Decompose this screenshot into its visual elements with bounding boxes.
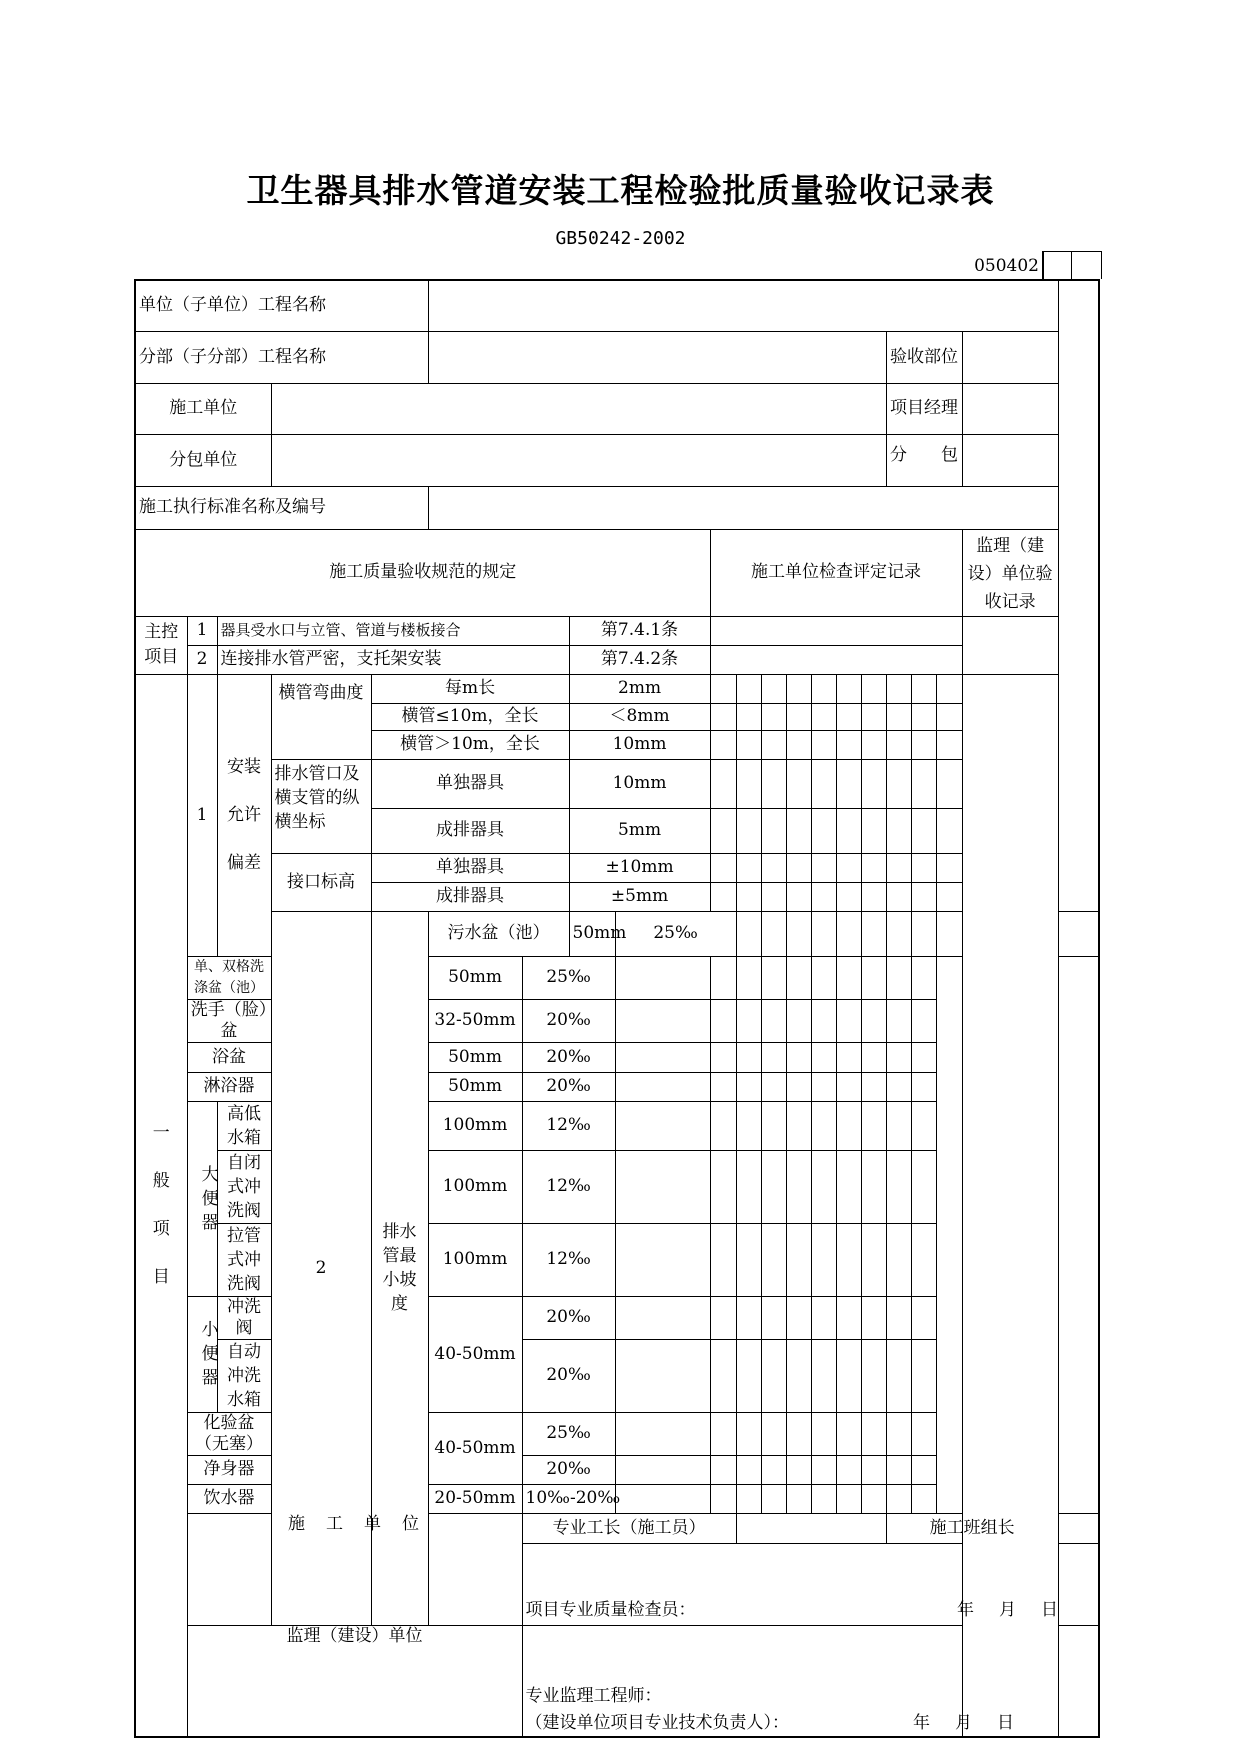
joint-height-label: 接口标高: [271, 853, 371, 911]
general-2-no: 2: [271, 911, 371, 1625]
form-code: 050402: [974, 256, 1039, 276]
lab-slope: 25‰: [522, 1412, 615, 1455]
urinal-type: 自动冲洗水箱: [217, 1339, 271, 1412]
toilet-dia: 100mm: [428, 1150, 522, 1223]
drinking-slope: 10‰-20‰: [522, 1484, 615, 1513]
per-m-value: 2mm: [569, 674, 710, 703]
foreman-field[interactable]: [736, 1513, 886, 1543]
drinking-dia: 20-50mm: [428, 1484, 522, 1513]
qc-date: 年 月 日: [957, 1599, 1062, 1620]
urinal-slope: 20‰: [522, 1296, 615, 1339]
main-item-text: 连接排水管严密，支托架安装: [217, 645, 569, 674]
main-item-check[interactable]: [710, 645, 962, 674]
exec-standard-label: 施工执行标准名称及编号: [135, 486, 428, 529]
check-cell[interactable]: [710, 882, 736, 911]
slope-dia: 50mm: [428, 1072, 522, 1101]
slope-value: 20‰: [522, 1072, 615, 1101]
main-item-no: 1: [187, 616, 217, 645]
row-fixture2-value: ±5mm: [569, 882, 710, 911]
gt10-value: 10mm: [569, 730, 710, 759]
footer-supervision-unit: 监理（建设）单位: [187, 1625, 522, 1737]
sub-project-name-field[interactable]: [428, 331, 886, 383]
main-item-clause: 第7.4.1条: [569, 616, 710, 645]
general-1-no: 1: [187, 674, 217, 956]
horiz-bend-label: 横管弯曲度: [271, 674, 371, 759]
lab-sink-label: 化验盆（无塞）: [187, 1412, 271, 1455]
check-cell[interactable]: [615, 1412, 710, 1455]
check-cell[interactable]: [710, 808, 736, 853]
bidet-slope: 20‰: [522, 1455, 615, 1484]
unit-project-name-field[interactable]: [428, 280, 1058, 331]
check-cell[interactable]: [615, 1072, 710, 1101]
slope-dia: 50mm: [428, 1042, 522, 1072]
toilet-type: 拉管式冲洗阀: [217, 1223, 271, 1296]
spec-rule-header: 施工质量验收规范的规定: [135, 529, 710, 616]
unit-project-name-label: 单位（子单位）工程名称: [135, 280, 428, 331]
slope-name: 污水盆（池）: [428, 911, 569, 956]
general-2-label: 排水管最小坡度: [371, 911, 428, 1625]
check-cell[interactable]: [710, 759, 736, 808]
toilet-type: 高低水箱: [217, 1101, 271, 1150]
slope-value: 25‰: [522, 956, 615, 999]
footer-construction-unit: 施 工 单 位: [187, 1513, 522, 1625]
owner-rep-label: （建设单位项目专业技术负责人）：: [525, 1713, 790, 1733]
toilet-dia: 100mm: [428, 1223, 522, 1296]
main-item-no: 2: [187, 645, 217, 674]
check-cell[interactable]: [615, 1223, 710, 1296]
slope-dia: 50mm: [428, 956, 522, 999]
form-title: 卫生器具排水管道安装工程检验批质量验收记录表: [246, 171, 995, 210]
row-fixture-label: 成排器具: [371, 808, 569, 853]
project-manager-field[interactable]: [962, 383, 1058, 434]
toilet-slope: 12‰: [522, 1223, 615, 1296]
main-control-label: 主控 项目: [135, 616, 187, 674]
slope-value: 20‰: [522, 1042, 615, 1072]
supervisor-label: 专业监理工程师：: [525, 1686, 662, 1706]
row-fixture2-label: 成排器具: [371, 882, 569, 911]
check-cell[interactable]: [615, 1339, 710, 1412]
drain-outlet-label: 排水管口及横支管的纵横坐标: [271, 759, 371, 853]
inspection-table: [134, 279, 1100, 1738]
single-fixture-label: 单独器具: [371, 759, 569, 808]
slope-value: 25‰: [615, 911, 736, 956]
slope-name: 洗手（脸）盆: [187, 999, 271, 1042]
slope-name: 淋浴器: [187, 1072, 271, 1101]
subcontract-field[interactable]: [962, 434, 1058, 486]
check-cell[interactable]: [736, 911, 761, 956]
gt10-label: 横管＞10m，全长: [371, 730, 569, 759]
self-check-header: 施工单位检查评定记录: [710, 529, 962, 616]
bidet-label: 净身器: [187, 1455, 271, 1484]
main-item-clause: 第7.4.2条: [569, 645, 710, 674]
main-item-supervision[interactable]: [962, 616, 1058, 674]
check-cell[interactable]: [615, 999, 710, 1042]
single-fixture2-label: 单独器具: [371, 853, 569, 882]
team-leader-field[interactable]: [1058, 1513, 1099, 1543]
toilet-slope: 12‰: [522, 1150, 615, 1223]
subcontract-unit-field[interactable]: [271, 434, 886, 486]
construction-unit-label: 施工单位: [135, 383, 271, 434]
check-cell[interactable]: [615, 1101, 710, 1150]
general-label: 一 般 项 目: [135, 674, 187, 1737]
per-m-label: 每m长: [371, 674, 569, 703]
check-cell[interactable]: [710, 730, 736, 759]
qc-inspector-block[interactable]: [522, 1543, 1099, 1625]
qc-inspector-label: 项目专业质量检查员：: [525, 1599, 696, 1620]
acceptance-part-label: 验收部位: [886, 331, 962, 383]
urinal-type: 冲洗阀: [217, 1296, 271, 1339]
urinal-dia: 40-50mm: [428, 1296, 522, 1412]
single-fixture2-value: ±10mm: [569, 853, 710, 882]
acceptance-part-field[interactable]: [962, 331, 1058, 383]
row-fixture-value: 5mm: [569, 808, 710, 853]
slope-dia: 32-50mm: [428, 999, 522, 1042]
slope-dia: 50mm: [569, 911, 615, 956]
slope-name: 单、双格洗涤盆（池）: [187, 956, 271, 999]
slope-name: 浴盆: [187, 1042, 271, 1072]
single-fixture-value: 10mm: [569, 759, 710, 808]
drinking-label: 饮水器: [187, 1484, 271, 1513]
toilet-slope: 12‰: [522, 1101, 615, 1150]
toilet-label: 大便器: [187, 1101, 217, 1296]
supervision-header: 监理（建设）单位验收记录: [962, 529, 1058, 616]
check-cell[interactable]: [615, 1042, 710, 1072]
main-item-text: 器具受水口与立管、管道与楼板接合: [217, 616, 569, 645]
code-boxes: [1042, 251, 1102, 279]
toilet-type: 自闭式冲洗阀: [217, 1150, 271, 1223]
team-leader-label: 施工班组长: [886, 1513, 1058, 1543]
check-cell[interactable]: [615, 1150, 710, 1223]
supervisor-date: 年 月 日: [913, 1713, 1018, 1733]
check-cell[interactable]: [710, 853, 736, 882]
foreman-label: 专业工长（施工员）: [522, 1513, 736, 1543]
check-cell[interactable]: [615, 1484, 710, 1513]
urinal-slope: 20‰: [522, 1339, 615, 1412]
supervisor-block[interactable]: [522, 1625, 1099, 1737]
main-item-check[interactable]: [710, 616, 962, 645]
check-cell[interactable]: [615, 1296, 710, 1339]
le10-label: 横管≤10m，全长: [371, 703, 569, 730]
project-manager-label: 项目经理: [886, 383, 962, 434]
check-cell[interactable]: [710, 674, 736, 703]
lab-dia: 40-50mm: [428, 1412, 522, 1484]
sub-project-name-label: 分部（子分部）工程名称: [135, 331, 428, 383]
le10-value: ＜8mm: [569, 703, 710, 730]
construction-unit-field[interactable]: [271, 383, 886, 434]
toilet-dia: 100mm: [428, 1101, 522, 1150]
subcontract-short-label: 分 包: [886, 434, 962, 486]
subcontract-unit-label: 分包单位: [135, 434, 271, 486]
exec-standard-field[interactable]: [428, 486, 1058, 529]
standard-code: GB50242-2002: [555, 228, 686, 249]
general-1-label: 安装 允许 偏差: [217, 674, 271, 956]
check-cell[interactable]: [615, 1455, 710, 1484]
check-cell[interactable]: [710, 703, 736, 730]
slope-value: 20‰: [522, 999, 615, 1042]
check-cell[interactable]: [615, 956, 710, 999]
urinal-label: 小便器: [187, 1296, 217, 1412]
